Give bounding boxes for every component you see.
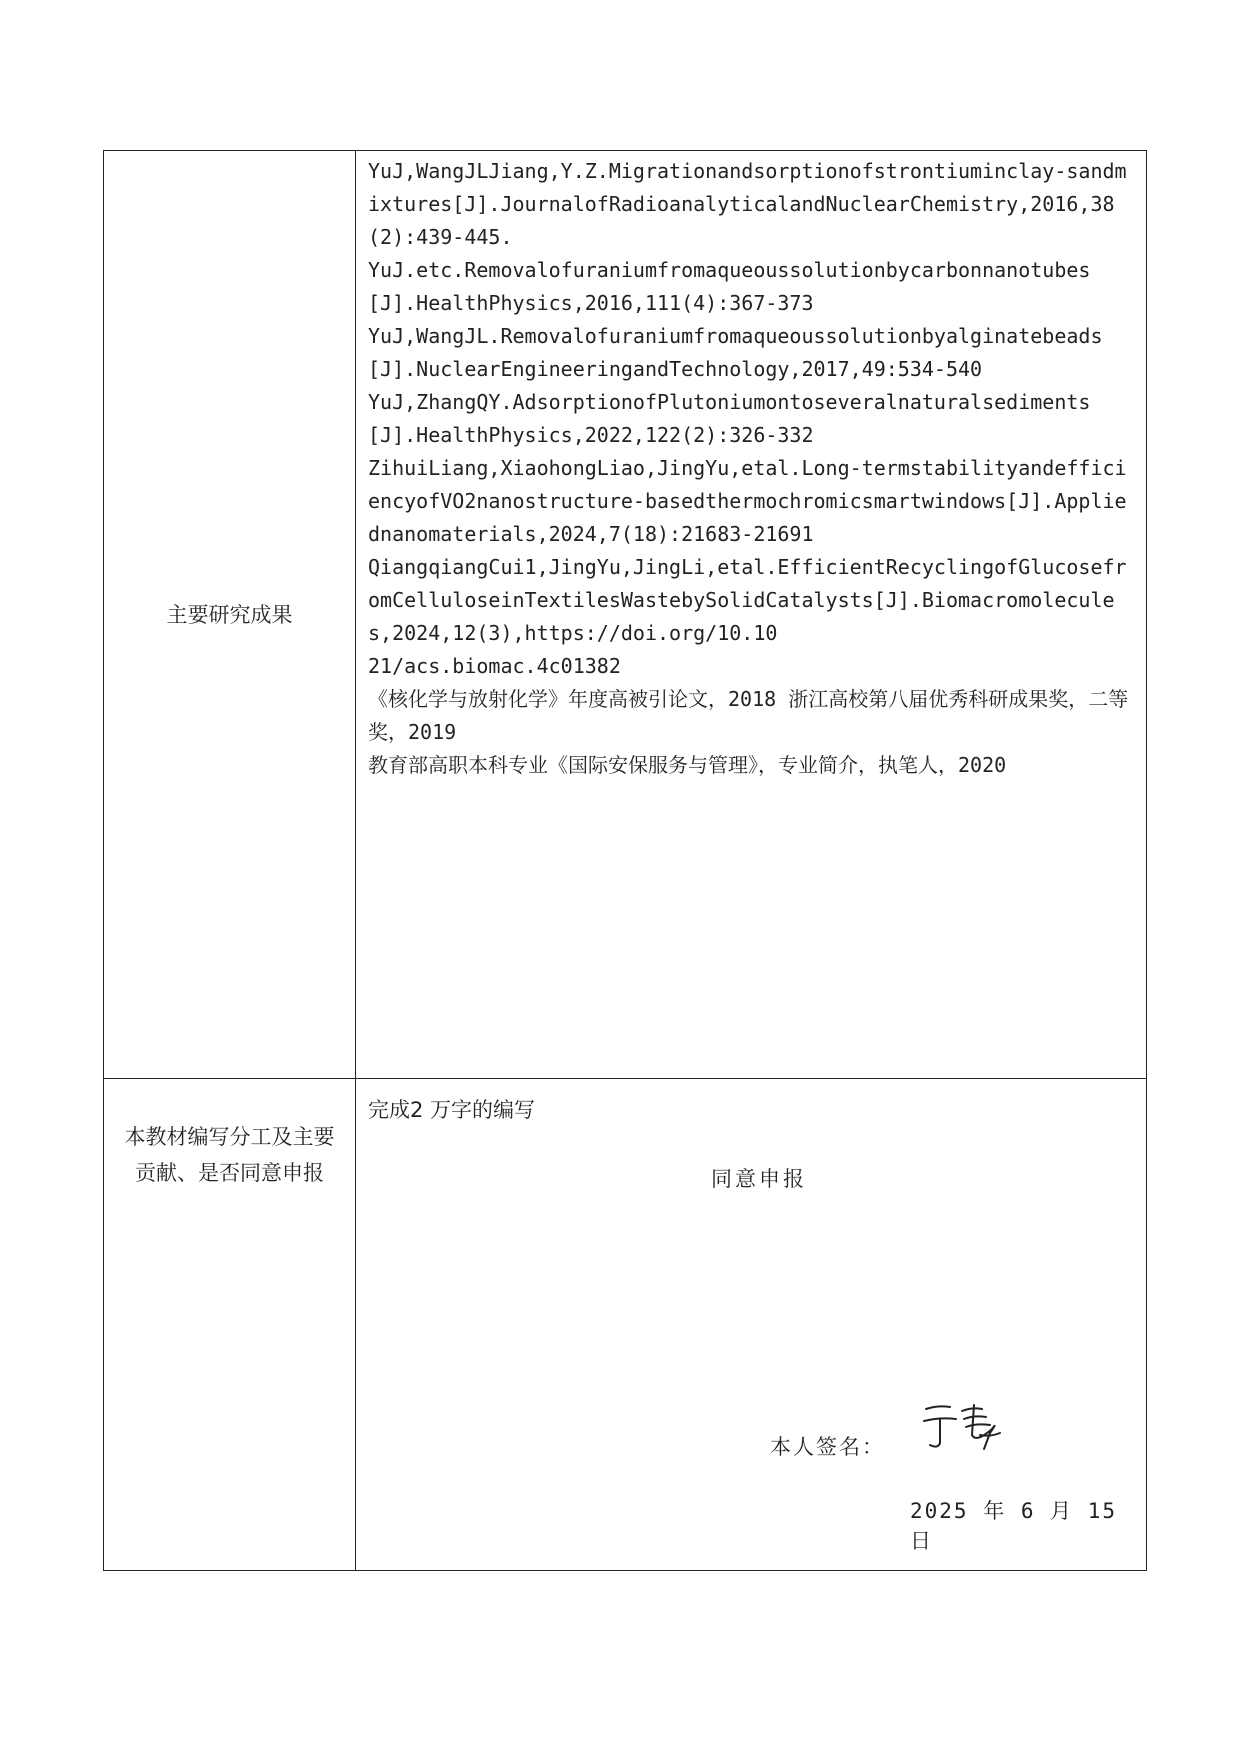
research-entry: YuJ,ZhangQY.AdsorptionofPlutoniumontoseveralnaturalsediments[J].HealthPhysics,2022,122(2):326-332 [368, 390, 1091, 447]
contribution-content [356, 1079, 1147, 1571]
contribution-label: 本教材编写分工及主要贡献、是否同意申报 [124, 1125, 335, 1185]
contribution-label-cell [104, 1079, 356, 1571]
research-entry: 教育部高职本科专业《国际安保服务与管理》，专业简介，执笔人，2020 [368, 753, 1007, 777]
research-entry: YuJ,WangJL.Removalofuraniumfromaqueoussolutionbyalginatebeads[J].NuclearEngineeringandTechnology,2017,49:534-540 [368, 324, 1103, 381]
research-entry: QiangqiangCui1,JingYu,JingLi,etal.EfficientRecyclingofGlucosefromCelluloseinTextilesWastebySolidCatalysts[J].Biomacromolecules,2024,12(3),https://doi.org/10.10 [368, 555, 1127, 645]
contribution-row [104, 1079, 1147, 1571]
research-results-content [356, 151, 1147, 1079]
research-entry: 21/acs.biomac.4c01382 [368, 654, 621, 678]
research-entry: ZihuiLiang,XiaohongLiao,JingYu,etal.Long-termstabilityandefficiencyofVO2nanostructure-basedthermochromicsmartwindows[J].Appliednanomaterials,2024,7(18):21683-21691 [368, 456, 1127, 546]
research-entry: YuJ.etc.Removalofuraniumfromaqueoussolutionbycarbonnanotubes[J].HealthPhysics,2016,111(4):367-373 [368, 258, 1091, 315]
handwritten-signature [920, 1399, 1004, 1455]
signature-label: 本人签名： [770, 1435, 885, 1459]
agree-statement: 同意申报 [711, 1167, 807, 1191]
research-results-label-cell [104, 151, 356, 1079]
contribution-text: 完成2 万字的编写 [368, 1098, 536, 1122]
research-entry: 《核化学与放射化学》年度高被引论文，2018 浙江高校第八届优秀科研成果奖，二等奖，2019 [368, 687, 1129, 744]
research-results-row [104, 151, 1147, 1079]
application-form-table [103, 150, 1147, 1571]
research-entry: YuJ,WangJLJiang,Y.Z.Migrationandsorptionofstrontiuminclay-sandmixtures[J].JournalofRadioanalyticalandNuclearChemistry,2016,38(2):439-445. [368, 159, 1127, 249]
signature-date: 2025 年 6 月 15 日 [910, 1499, 1118, 1553]
research-results-label: 主要研究成果 [166, 602, 293, 627]
